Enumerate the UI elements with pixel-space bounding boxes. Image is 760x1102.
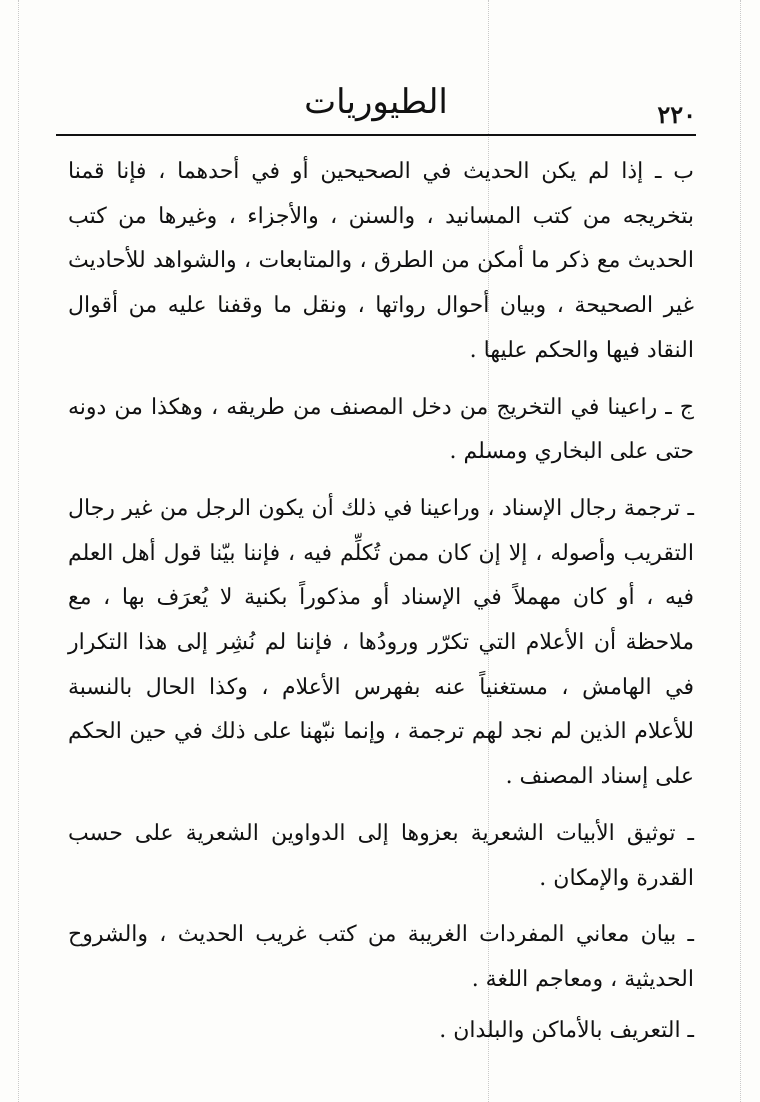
header-rule	[56, 134, 696, 136]
paragraph-rare-words: ـ بيان معاني المفردات الغريبة من كتب غريب الحديث ، والشروح الحديثية ، ومعاجم اللغة .	[68, 922, 694, 992]
running-title: الطيوريات	[304, 82, 448, 122]
page-fold-line	[740, 0, 741, 1102]
paragraph-poetry-verification: ـ توثيق الأبيات الشعرية بعزوها إلى الدواوين الشعرية على حسب القدرة والإمكان .	[68, 820, 694, 891]
page-fold-line	[18, 0, 19, 1102]
page-header	[56, 78, 696, 134]
paragraph-author-route: ج ـ راعينا في التخريج من دخل المصنف من طريقه ، وهكذا من دونه حتى على البخاري ومسلم .	[68, 394, 694, 465]
body-text	[68, 150, 694, 1065]
page-number: ٢٢٠	[657, 100, 696, 129]
paragraph-narrator-biographies: ـ ترجمة رجال الإسناد ، وراعينا في ذلك أن يكون الرجل من غير رجال التقريب وأصوله ، إلا إن كان ممن تُكلِّم فيه ، فإننا بيّنا قول أهل العلم فيه ، أو كان مهملاً في الإسناد أو مذكوراً بكنية لا يُعرَف بها ، مع ملاحظة أن الأعلام التي تكرّر ورودُها ، فإننا لم نُشِر إلى هذا التكرار في الهامش ، مستغنياً عنه بفهرس الأعلام ، وكذا الحال بالنسبة للأعلام الذين لم نجد لهم ترجمة ، وإنما نبّهنا على ذلك في حين الحكم على إسناد المصنف .	[68, 495, 695, 790]
paragraph-hadith-outside-sahihayn: ب ـ إذا لم يكن الحديث في الصحيحين أو في أحدهما ، فإنا قمنا بتخريجه من كتب المسانيد ، والسنن ، والأجزاء ، وغيرها من كتب الحديث مع ذكر ما أمكن من الطرق ، والمتابعات ، والشواهد للأحاديث غير الصحيحة ، وبيان أحوال رواتها ، ونقل ما وقفنا عليه من أقوال النقاد فيها والحكم عليها .	[68, 159, 694, 363]
paragraph-places: ـ التعريف بالأماكن والبلدان .	[439, 1017, 694, 1043]
